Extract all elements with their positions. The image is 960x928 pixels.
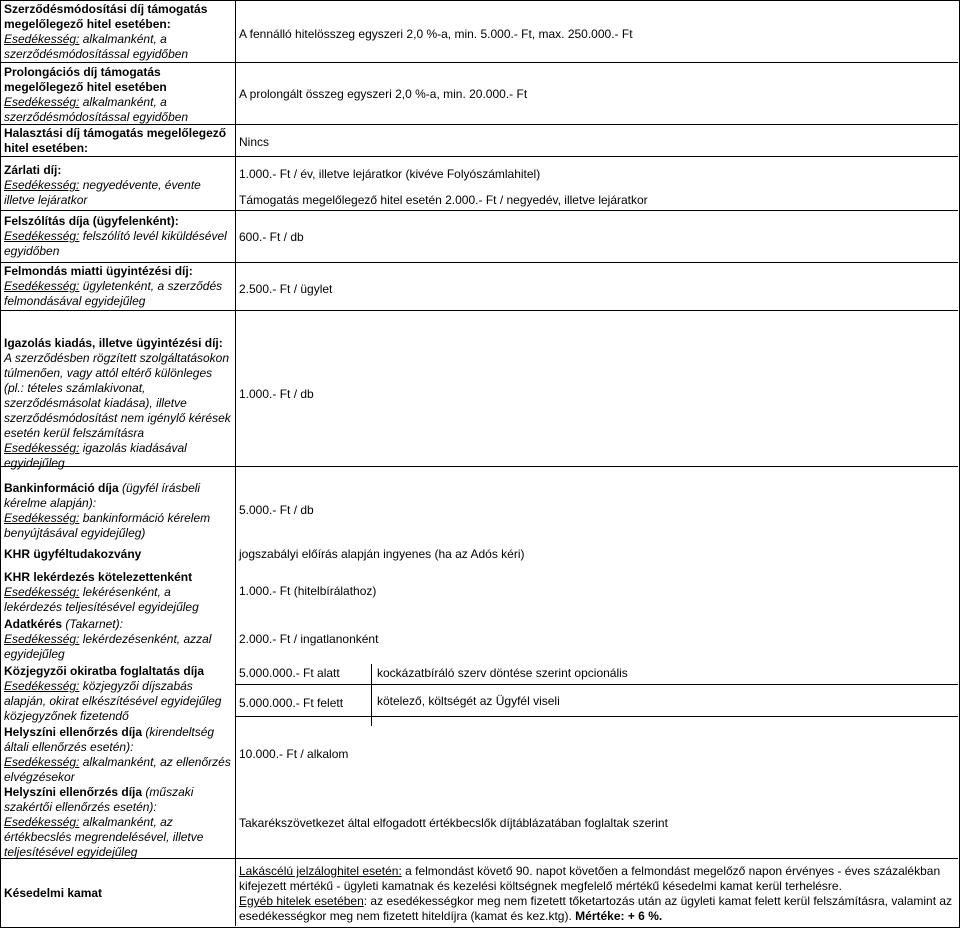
row-title: Helyszíni ellenőrzés díja xyxy=(4,785,143,799)
due-text: igazolás kiadásával egyidejűleg xyxy=(4,441,187,470)
due-label: Esedékesség: xyxy=(4,585,80,599)
sub-row-divider xyxy=(371,716,958,717)
row-adatkeres-value: 2.000.- Ft / ingatlanonként xyxy=(239,632,379,646)
due-label: Esedékesség: xyxy=(4,178,80,192)
row-title: Bankinformáció díja xyxy=(4,481,119,495)
row-khr-label: KHR ügyféltudakozvány xyxy=(4,547,142,561)
due-text: közjegyzői díjszabás alapján, okirat elkészítésével egyidejűleg közjegyzőnek fizetendő xyxy=(4,679,222,723)
row-igazolas-label xyxy=(4,336,232,471)
row-zarlati-value-2: Támogatás megelőlegező hitel esetén 2.000.- Ft / negyedév, illetve lejáratkor xyxy=(239,193,648,207)
kesedelmi-p1-text: a felmondást követő 90. napot követően a felmondást megelőző napon érvényes - éves százalékban kifejezett mértékű - ügyleti kamatnak és kezelési költségnek megfelelő mértékű késedelmi kamat kerül terhelésre. xyxy=(239,864,941,893)
row-helyszini2-label xyxy=(4,785,232,860)
row-halasztasi-label: Halasztási díj támogatás megelőlegező hitel esetében: xyxy=(4,126,227,155)
row-title: Adatkérés xyxy=(4,617,63,631)
due-label: Esedékesség: xyxy=(4,32,80,46)
due-text: alkalmanként, a szerződésmódosítással egyidőben xyxy=(4,32,189,61)
row-title-rest: (kirendeltség általi ellenőrzés esetén): xyxy=(4,725,215,754)
kozjegyzoi-note-2: kötelező, költségét az Ügyfél viseli xyxy=(377,694,560,708)
due-text: alkalmanként, a szerződésmódosítással egyidőben xyxy=(4,95,189,124)
row-title: Zárlati díj: xyxy=(4,163,62,177)
row-igazolas-value: 1.000.- Ft / db xyxy=(239,387,314,401)
kesedelmi-p1-label: Lakáscélú jelzáloghitel esetén: xyxy=(239,864,402,878)
due-label: Esedékesség: xyxy=(4,632,80,646)
due-label: Esedékesség: xyxy=(4,279,80,293)
row-kesedelmi-label: Késedelmi kamat xyxy=(4,886,103,900)
due-text: alkalmanként, az ellenőrzés elvégzésekor xyxy=(4,755,231,784)
kozjegyzoi-amount-1: 5.000.000.- Ft alatt xyxy=(239,666,340,680)
row-divider xyxy=(0,210,958,211)
row-title: Közjegyzői okiratba foglaltatás díja xyxy=(4,664,205,678)
row-title: KHR lekérdezés kötelezettenként xyxy=(4,570,193,584)
row-felmondas-label xyxy=(4,264,232,309)
due-text: lekérésenként, a lekérdezés teljesítésével egyidejűleg xyxy=(4,585,199,614)
due-text: ügyletenként, a szerződés felmondásával egyidejűleg xyxy=(4,279,223,308)
row-title: Szerződésmódosítási díj támogatás megelőlegező hitel esetében: xyxy=(4,2,208,31)
row-zarlati-label xyxy=(4,163,232,208)
row-divider xyxy=(0,310,958,311)
row-title-rest: (Takarnet): xyxy=(65,617,123,631)
kesedelmi-p2-bold: Mértéke: + 6 %. xyxy=(575,909,663,923)
kozjegyzoi-note-1: kockázatbíráló szerv döntése szerint opcionális xyxy=(377,666,628,680)
row-helyszini1-value: 10.000.- Ft / alkalom xyxy=(239,747,349,761)
sub-row-divider xyxy=(236,716,371,717)
row-title: Felmondás miatti ügyintézési díj: xyxy=(4,264,193,278)
row-bankinfo-value: 5.000.- Ft / db xyxy=(239,503,314,517)
row-kozjegyzoi-label xyxy=(4,664,232,724)
column-divider xyxy=(235,0,236,926)
row-title: Prolongációs díj támogatás megelőlegező hitel esetében xyxy=(4,65,167,94)
kesedelmi-p2-text: : az esedékességkor meg nem fizetett tőketartozás után az ügyleti kamat felett kerül felszámításra, valamint az esedékességkor meg nem fizetett hiteldíjra (kamat és kez.ktg). xyxy=(239,894,953,923)
row-felmondas-value: 2.500.- Ft / ügylet xyxy=(239,282,333,296)
due-text: negyedévente, évente illetve lejáratkor xyxy=(4,178,201,207)
row-bankinfo-label xyxy=(4,481,232,541)
kozjegyzoi-amount-2: 5.000.000.- Ft felett xyxy=(239,696,344,710)
row-szerzodes-label xyxy=(4,2,232,62)
due-label: Esedékesség: xyxy=(4,229,80,243)
row-prolongacios-label xyxy=(4,65,232,125)
sub-row-divider xyxy=(371,684,958,685)
kesedelmi-p2-label: Egyéb hitelek esetében xyxy=(239,894,364,908)
sub-row-divider xyxy=(236,684,371,685)
row-helyszini1-label xyxy=(4,725,232,785)
row-khr-value: jogszabályi előírás alapján ingyenes (ha az Adós kéri) xyxy=(239,547,525,561)
row-divider xyxy=(0,156,958,157)
row-title: Felszólítás díja (ügyfelenként): xyxy=(4,214,179,228)
row-divider xyxy=(0,262,958,263)
row-khr-lek-value: 1.000.- Ft (hitelbírálathoz) xyxy=(239,584,377,598)
row-title-rest: (műszaki szakértői ellenőrzés esetén): xyxy=(4,785,194,814)
row-title: Helyszíni ellenőrzés díja xyxy=(4,725,143,739)
row-felszolitas-label xyxy=(4,214,232,259)
row-adatkeres-label xyxy=(4,617,232,662)
row-zarlati-value-1: 1.000.- Ft / év, illetve lejáratkor (kivéve Folyószámlahitel) xyxy=(239,167,541,181)
due-label: Esedékesség: xyxy=(4,441,80,455)
row-description: A szerződésben rögzített szolgáltatásokon túlmenően, vagy attól eltérő különleges (pl.: tételes számlakivonat, szerződésmásolat kiadása), illetve szerződésmódosítást nem igénylő kérések esetén kerül felszámításra xyxy=(4,351,231,440)
due-text: lekérdezésenként, azzal egyidejűleg xyxy=(4,632,212,661)
row-divider xyxy=(0,62,958,63)
due-text: alkalmanként, az értékbecslés megrendelésével, illetve teljesítésével egyidejűleg xyxy=(4,815,204,859)
row-szerzodes-value: A fennálló hitelösszeg egyszeri 2,0 %-a, min. 5.000.- Ft, max. 250.000.- Ft xyxy=(239,27,633,41)
row-title-rest: (ügyfél írásbeli kérelme alapján): xyxy=(4,481,201,510)
row-prolongacios-value: A prolongált összeg egyszeri 2,0 %-a, min. 20.000.- Ft xyxy=(239,87,528,101)
due-label: Esedékesség: xyxy=(4,755,80,769)
due-label: Esedékesség: xyxy=(4,815,80,829)
due-label: Esedékesség: xyxy=(4,95,80,109)
row-khr-lek-label xyxy=(4,570,232,615)
due-text: bankinformáció kérelem benyújtásával egyidejűleg) xyxy=(4,511,211,540)
due-label: Esedékesség: xyxy=(4,511,80,525)
row-felszolitas-value: 600.- Ft / db xyxy=(239,230,304,244)
due-label: Esedékesség: xyxy=(4,679,80,693)
row-halasztasi-value: Nincs xyxy=(239,135,270,149)
due-text: felszólító levél kiküldésével egyidőben xyxy=(4,229,227,258)
row-title: Igazolás kiadás, illetve ügyintézési díj: xyxy=(4,336,223,350)
row-kesedelmi-value xyxy=(239,864,955,924)
row-helyszini2-value: Takarékszövetkezet által elfogadott értékbecslők díjtáblázatában foglaltak szerint xyxy=(239,816,668,830)
